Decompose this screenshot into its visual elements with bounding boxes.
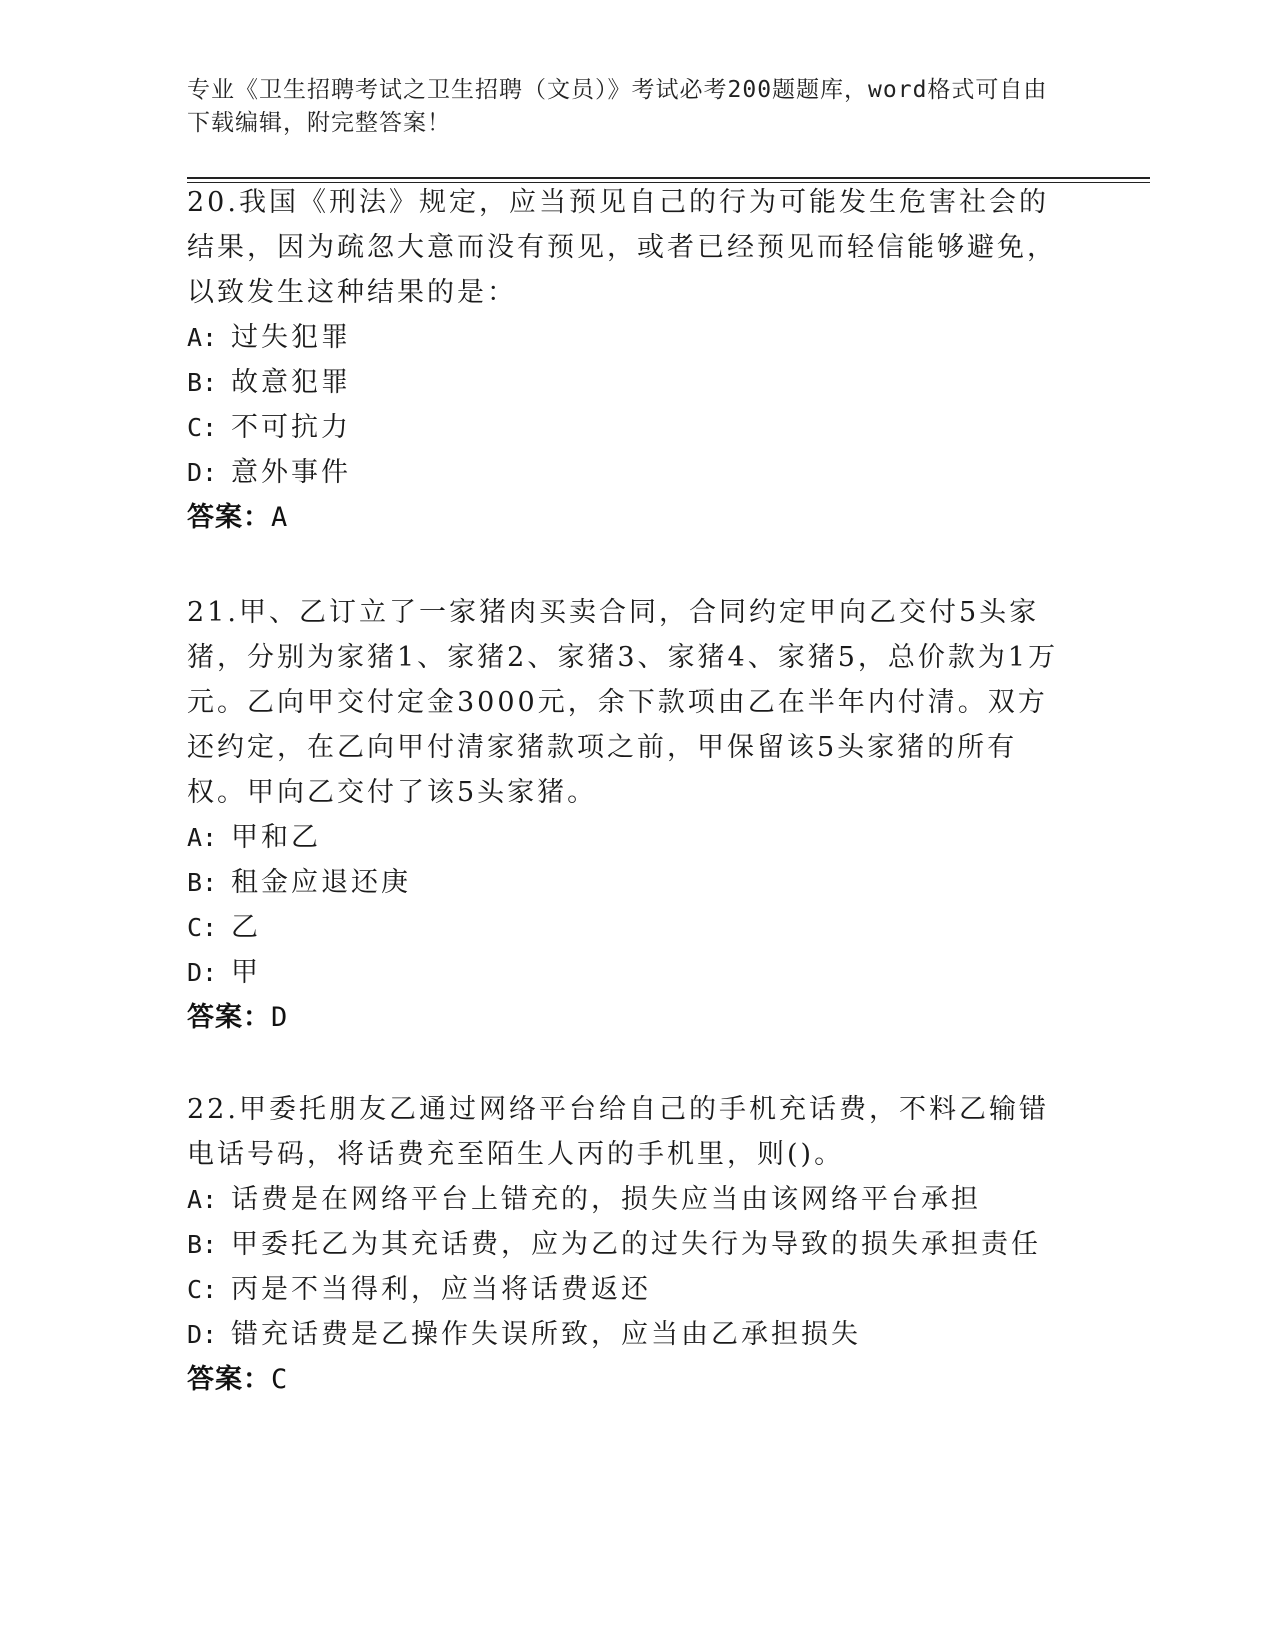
answer-line bbox=[187, 495, 1067, 540]
question-stem: 21.甲、乙订立了一家猪肉买卖合同，合同约定甲向乙交付5头家猪，分别为家猪1、家猪2、家猪3、家猪4、家猪5，总价款为1万元。乙向甲交付定金3000元，余下款项由乙在半年内付清。双方还约定，在乙向甲付清家猪款项之前，甲保留该5头家猪的所有权。甲向乙交付了该5头家猪。 bbox=[187, 597, 1059, 808]
question-stem: 20.我国《刑法》规定，应当预见自己的行为可能发生危害社会的结果，因为疏忽大意而没有预见，或者已经预见而轻信能够避免，以致发生这种结果的是： bbox=[187, 187, 1057, 308]
option-key: A: bbox=[187, 1185, 218, 1214]
option-text: 丙是不当得利，应当将话费返还 bbox=[231, 1274, 651, 1305]
option-a bbox=[187, 315, 1067, 360]
answer-label: 答案： bbox=[187, 502, 271, 533]
option-text: 租金应退还庚 bbox=[231, 867, 411, 898]
option-text: 甲 bbox=[231, 957, 261, 988]
answer-line bbox=[187, 1357, 1067, 1402]
answer-value: A bbox=[271, 502, 289, 533]
option-a bbox=[187, 1177, 1067, 1222]
option-text: 不可抗力 bbox=[231, 412, 351, 443]
option-text: 过失犯罪 bbox=[231, 322, 351, 353]
option-key: B: bbox=[187, 868, 218, 897]
option-text: 故意犯罪 bbox=[231, 367, 351, 398]
option-key: B: bbox=[187, 368, 218, 397]
option-b bbox=[187, 360, 1067, 405]
option-text: 乙 bbox=[231, 912, 261, 943]
question-stem: 22.甲委托朋友乙通过网络平台给自己的手机充话费，不料乙输错电话号码，将话费充至陌生人丙的手机里，则()。 bbox=[187, 1094, 1049, 1170]
option-c bbox=[187, 1267, 1067, 1312]
option-text: 意外事件 bbox=[231, 457, 351, 488]
option-b bbox=[187, 1222, 1067, 1267]
option-key: C: bbox=[187, 1275, 218, 1304]
option-text: 甲委托乙为其充话费，应为乙的过失行为导致的损失承担责任 bbox=[231, 1229, 1041, 1260]
option-key: D: bbox=[187, 958, 218, 987]
option-text: 甲和乙 bbox=[231, 822, 321, 853]
option-key: C: bbox=[187, 913, 218, 942]
document-header: 专业《卫生招聘考试之卫生招聘（文员）》考试必考200题题库，word格式可自由下载编辑，附完整答案！ bbox=[187, 77, 1048, 136]
option-d bbox=[187, 450, 1067, 495]
option-c bbox=[187, 405, 1067, 450]
answer-value: C bbox=[271, 1364, 289, 1395]
answer-value: D bbox=[271, 1002, 289, 1033]
answer-label: 答案： bbox=[187, 1364, 271, 1395]
option-d bbox=[187, 1312, 1067, 1357]
answer-label: 答案： bbox=[187, 1002, 271, 1033]
option-c bbox=[187, 905, 1067, 950]
option-b bbox=[187, 860, 1067, 905]
option-key: D: bbox=[187, 1320, 218, 1349]
option-text: 话费是在网络平台上错充的，损失应当由该网络平台承担 bbox=[231, 1184, 981, 1215]
option-key: A: bbox=[187, 823, 218, 852]
question-22 bbox=[187, 1087, 1067, 1402]
option-d bbox=[187, 950, 1067, 995]
answer-line bbox=[187, 995, 1067, 1040]
option-key: A: bbox=[187, 323, 218, 352]
option-key: B: bbox=[187, 1230, 218, 1259]
option-a bbox=[187, 815, 1067, 860]
option-key: C: bbox=[187, 413, 218, 442]
header-divider bbox=[187, 177, 1150, 179]
option-key: D: bbox=[187, 458, 218, 487]
question-20 bbox=[187, 180, 1067, 540]
question-21 bbox=[187, 590, 1067, 1040]
option-text: 错充话费是乙操作失误所致，应当由乙承担损失 bbox=[231, 1319, 861, 1350]
